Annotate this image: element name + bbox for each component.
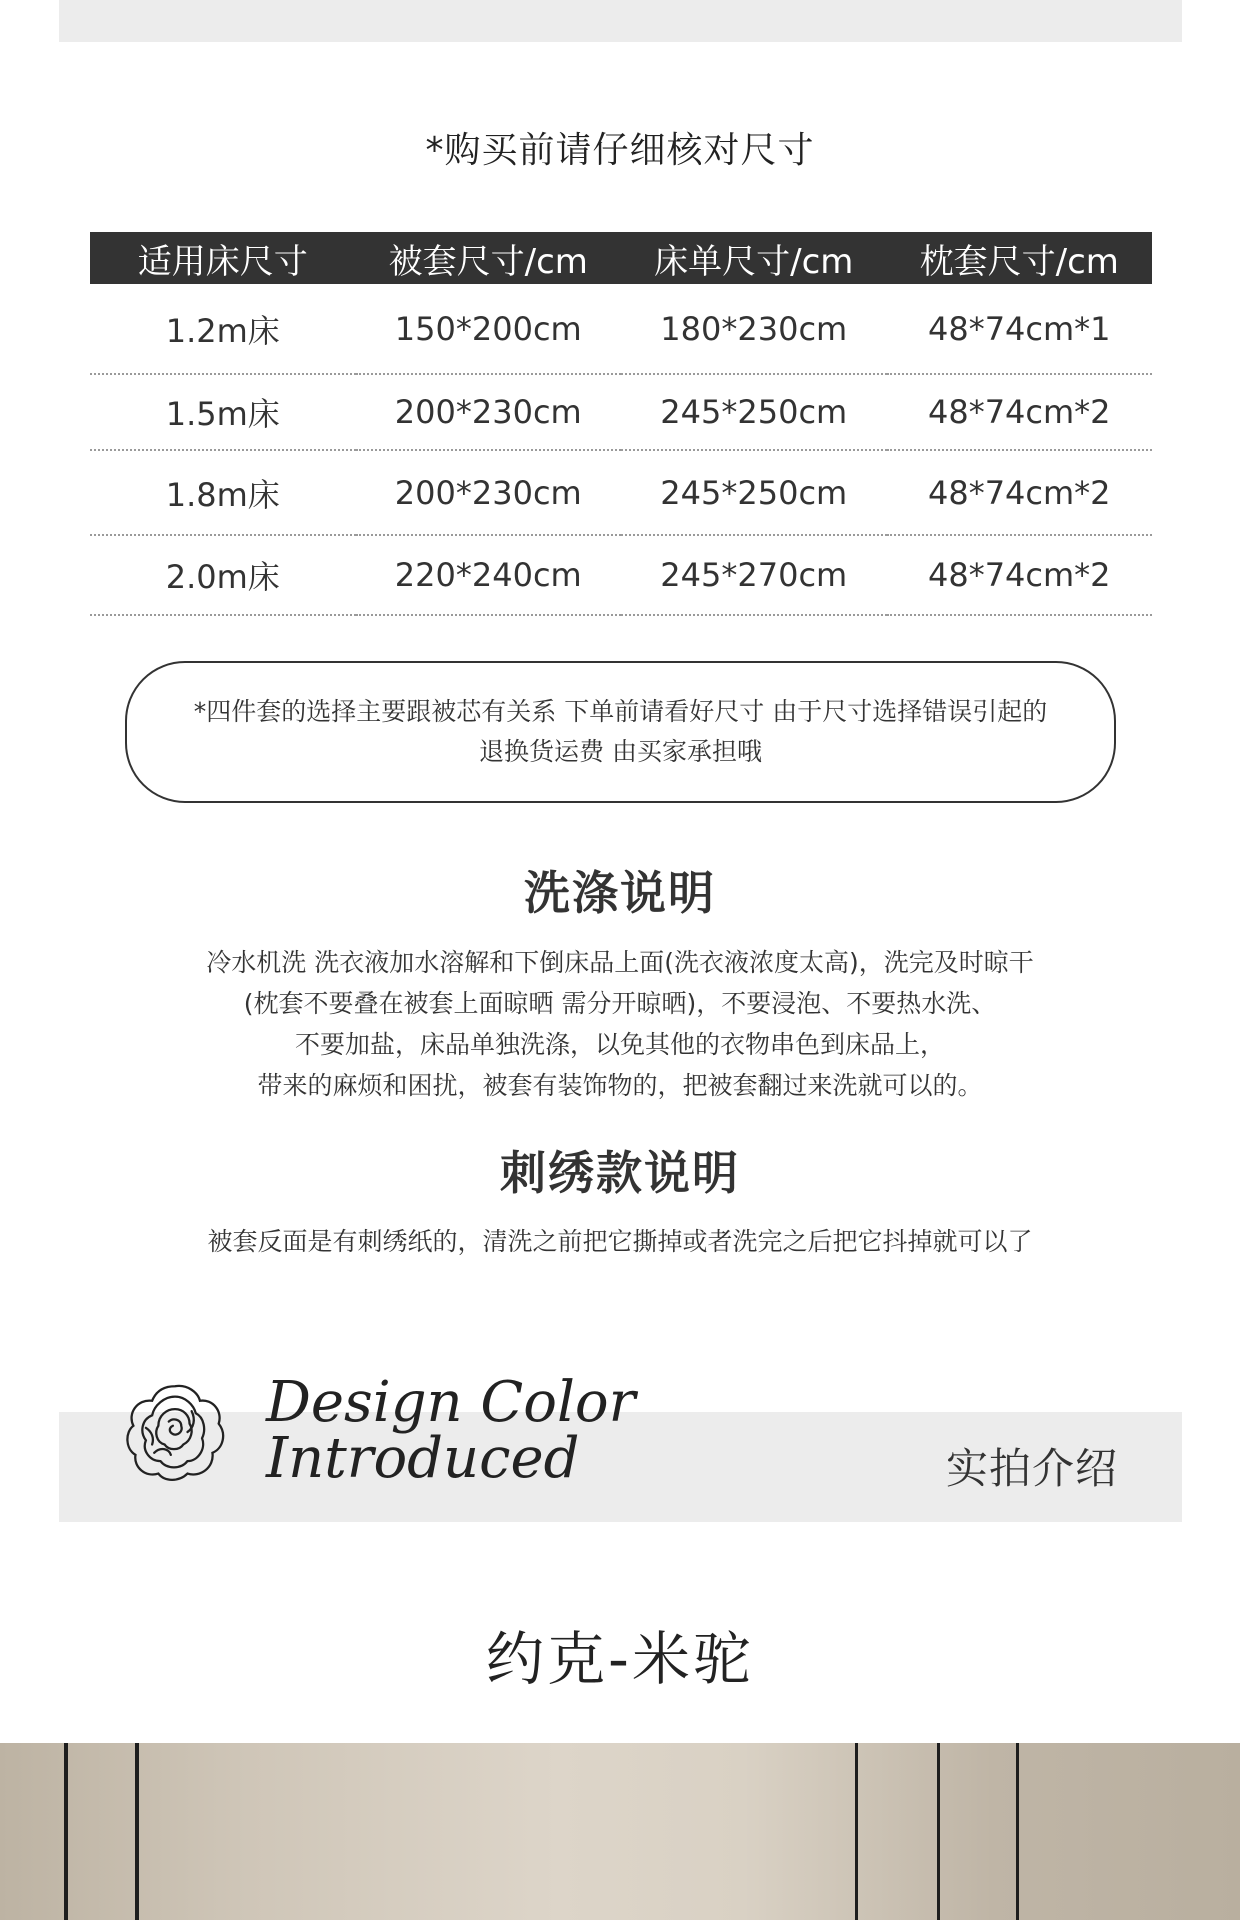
- cell-pillowcase-size: 48*74cm*1: [887, 284, 1153, 374]
- size-note-line: 退换货运费 由买家承担哦: [479, 737, 762, 766]
- header-pillowcase-size: 枕套尺寸/cm: [887, 232, 1153, 284]
- cell-pillowcase-size: 48*74cm*2: [887, 450, 1153, 535]
- photo-edge-line: [64, 1743, 68, 1920]
- cell-duvet-size: 200*230cm: [356, 374, 622, 450]
- header-duvet-size: 被套尺寸/cm: [356, 232, 622, 284]
- cell-sheet-size: 245*270cm: [621, 535, 887, 615]
- table-row: [90, 450, 1152, 535]
- design-title-line: Introduced: [266, 1426, 580, 1491]
- embroidery-instructions: 被套反面是有刺绣纸的，清洗之前把它撕掉或者洗完之后把它抖掉就可以了: [207, 1227, 1033, 1256]
- cell-pillowcase-size: 48*74cm*2: [887, 374, 1153, 450]
- design-title-line: Design Color: [266, 1370, 636, 1435]
- cell-pillowcase-size: 48*74cm*2: [887, 535, 1153, 615]
- photo-edge-line: [855, 1743, 858, 1920]
- washing-instructions: [0, 942, 1240, 1106]
- cell-bed-size: 2.0m床: [90, 535, 356, 615]
- product-photo: [0, 1743, 1240, 1920]
- cell-duvet-size: 220*240cm: [356, 535, 622, 615]
- cell-bed-size: 1.2m床: [90, 284, 356, 374]
- cell-duvet-size: 200*230cm: [356, 450, 622, 535]
- size-note-line: *四件套的选择主要跟被芯有关系 下单前请看好尺寸 由于尺寸选择错误引起的: [193, 697, 1048, 726]
- photo-edge-line: [937, 1743, 940, 1920]
- table-header-row: [90, 232, 1152, 284]
- top-section-band: [59, 0, 1182, 42]
- washing-line: (枕套不要叠在被套上面晾晒 需分开晾晒)，不要浸泡、不要热水洗、: [243, 989, 997, 1018]
- cell-bed-size: 1.8m床: [90, 450, 356, 535]
- washing-line: 冷水机洗 洗衣液加水溶解和下倒床品上面(洗衣液浓度太高)，洗完及时晾干: [206, 948, 1034, 977]
- header-sheet-size: 床单尺寸/cm: [621, 232, 887, 284]
- size-notice: *购买前请仔细核对尺寸: [425, 130, 815, 171]
- cell-sheet-size: 180*230cm: [621, 284, 887, 374]
- size-table: [90, 232, 1152, 616]
- cell-duvet-size: 150*200cm: [356, 284, 622, 374]
- design-title: [266, 1370, 636, 1491]
- washing-line: 带来的麻烦和困扰，被套有装饰物的，把被套翻过来洗就可以的。: [257, 1071, 983, 1100]
- product-name: 约克-米驼: [486, 1625, 754, 1693]
- cell-bed-size: 1.5m床: [90, 374, 356, 450]
- design-cn-label: 实拍介绍: [945, 1444, 1118, 1493]
- photo-edge-line: [1016, 1743, 1019, 1920]
- washing-title: 洗涤说明: [524, 866, 716, 920]
- cell-sheet-size: 245*250cm: [621, 450, 887, 535]
- washing-line: 不要加盐，床品单独洗涤，以免其他的衣物串色到床品上，: [294, 1030, 945, 1059]
- rose-icon: [123, 1380, 227, 1484]
- table-row: [90, 535, 1152, 615]
- cell-sheet-size: 245*250cm: [621, 374, 887, 450]
- header-bed-size: 适用床尺寸: [90, 232, 356, 284]
- embroidery-title: 刺绣款说明: [500, 1146, 740, 1200]
- photo-edge-line: [135, 1743, 139, 1920]
- size-note-box: [125, 661, 1116, 803]
- table-row: [90, 374, 1152, 450]
- table-row: [90, 284, 1152, 374]
